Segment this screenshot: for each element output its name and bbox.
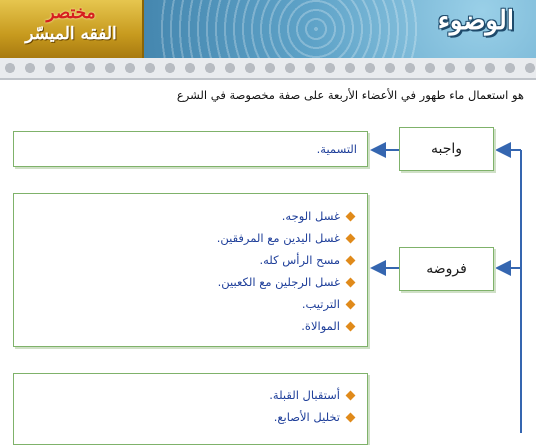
bullet-icon bbox=[346, 256, 356, 266]
section-2-box bbox=[13, 193, 368, 347]
bullet-icon bbox=[346, 322, 356, 332]
section-3-box bbox=[13, 373, 368, 445]
bullet-icon bbox=[346, 413, 356, 423]
list-item: الموالاة. bbox=[301, 319, 354, 333]
list-item: تخليل الأصابع. bbox=[274, 410, 354, 424]
definition-text: هو استعمال ماء طهور في الأعضاء الأربعة على صفة مخصوصة في الشرع bbox=[176, 88, 524, 102]
section-1-item: التسمية. bbox=[316, 142, 357, 156]
bullet-icon bbox=[346, 391, 356, 401]
list-item: أستقبال القبلة. bbox=[269, 388, 354, 402]
list-item: الترتيب. bbox=[302, 297, 354, 311]
list-item: غسل الرجلين مع الكعبين. bbox=[218, 275, 354, 289]
bullet-icon bbox=[346, 234, 356, 244]
bullet-icon bbox=[346, 300, 356, 310]
section-1-box bbox=[13, 131, 368, 167]
page-title: الوضوء bbox=[437, 6, 514, 36]
section-2-label: فروضه bbox=[399, 247, 494, 291]
brand-line-1: مختصر bbox=[46, 3, 96, 23]
list-item: غسل الوجه. bbox=[282, 209, 354, 223]
list-item: غسل اليدين مع المرفقين. bbox=[217, 231, 354, 245]
bullet-icon bbox=[346, 212, 356, 222]
list-item: مسح الرأس كله. bbox=[259, 253, 354, 267]
section-1-label: واجبه bbox=[399, 127, 494, 171]
bullet-icon bbox=[346, 278, 356, 288]
brand-line-2: الفقه الميسّر bbox=[25, 24, 117, 44]
